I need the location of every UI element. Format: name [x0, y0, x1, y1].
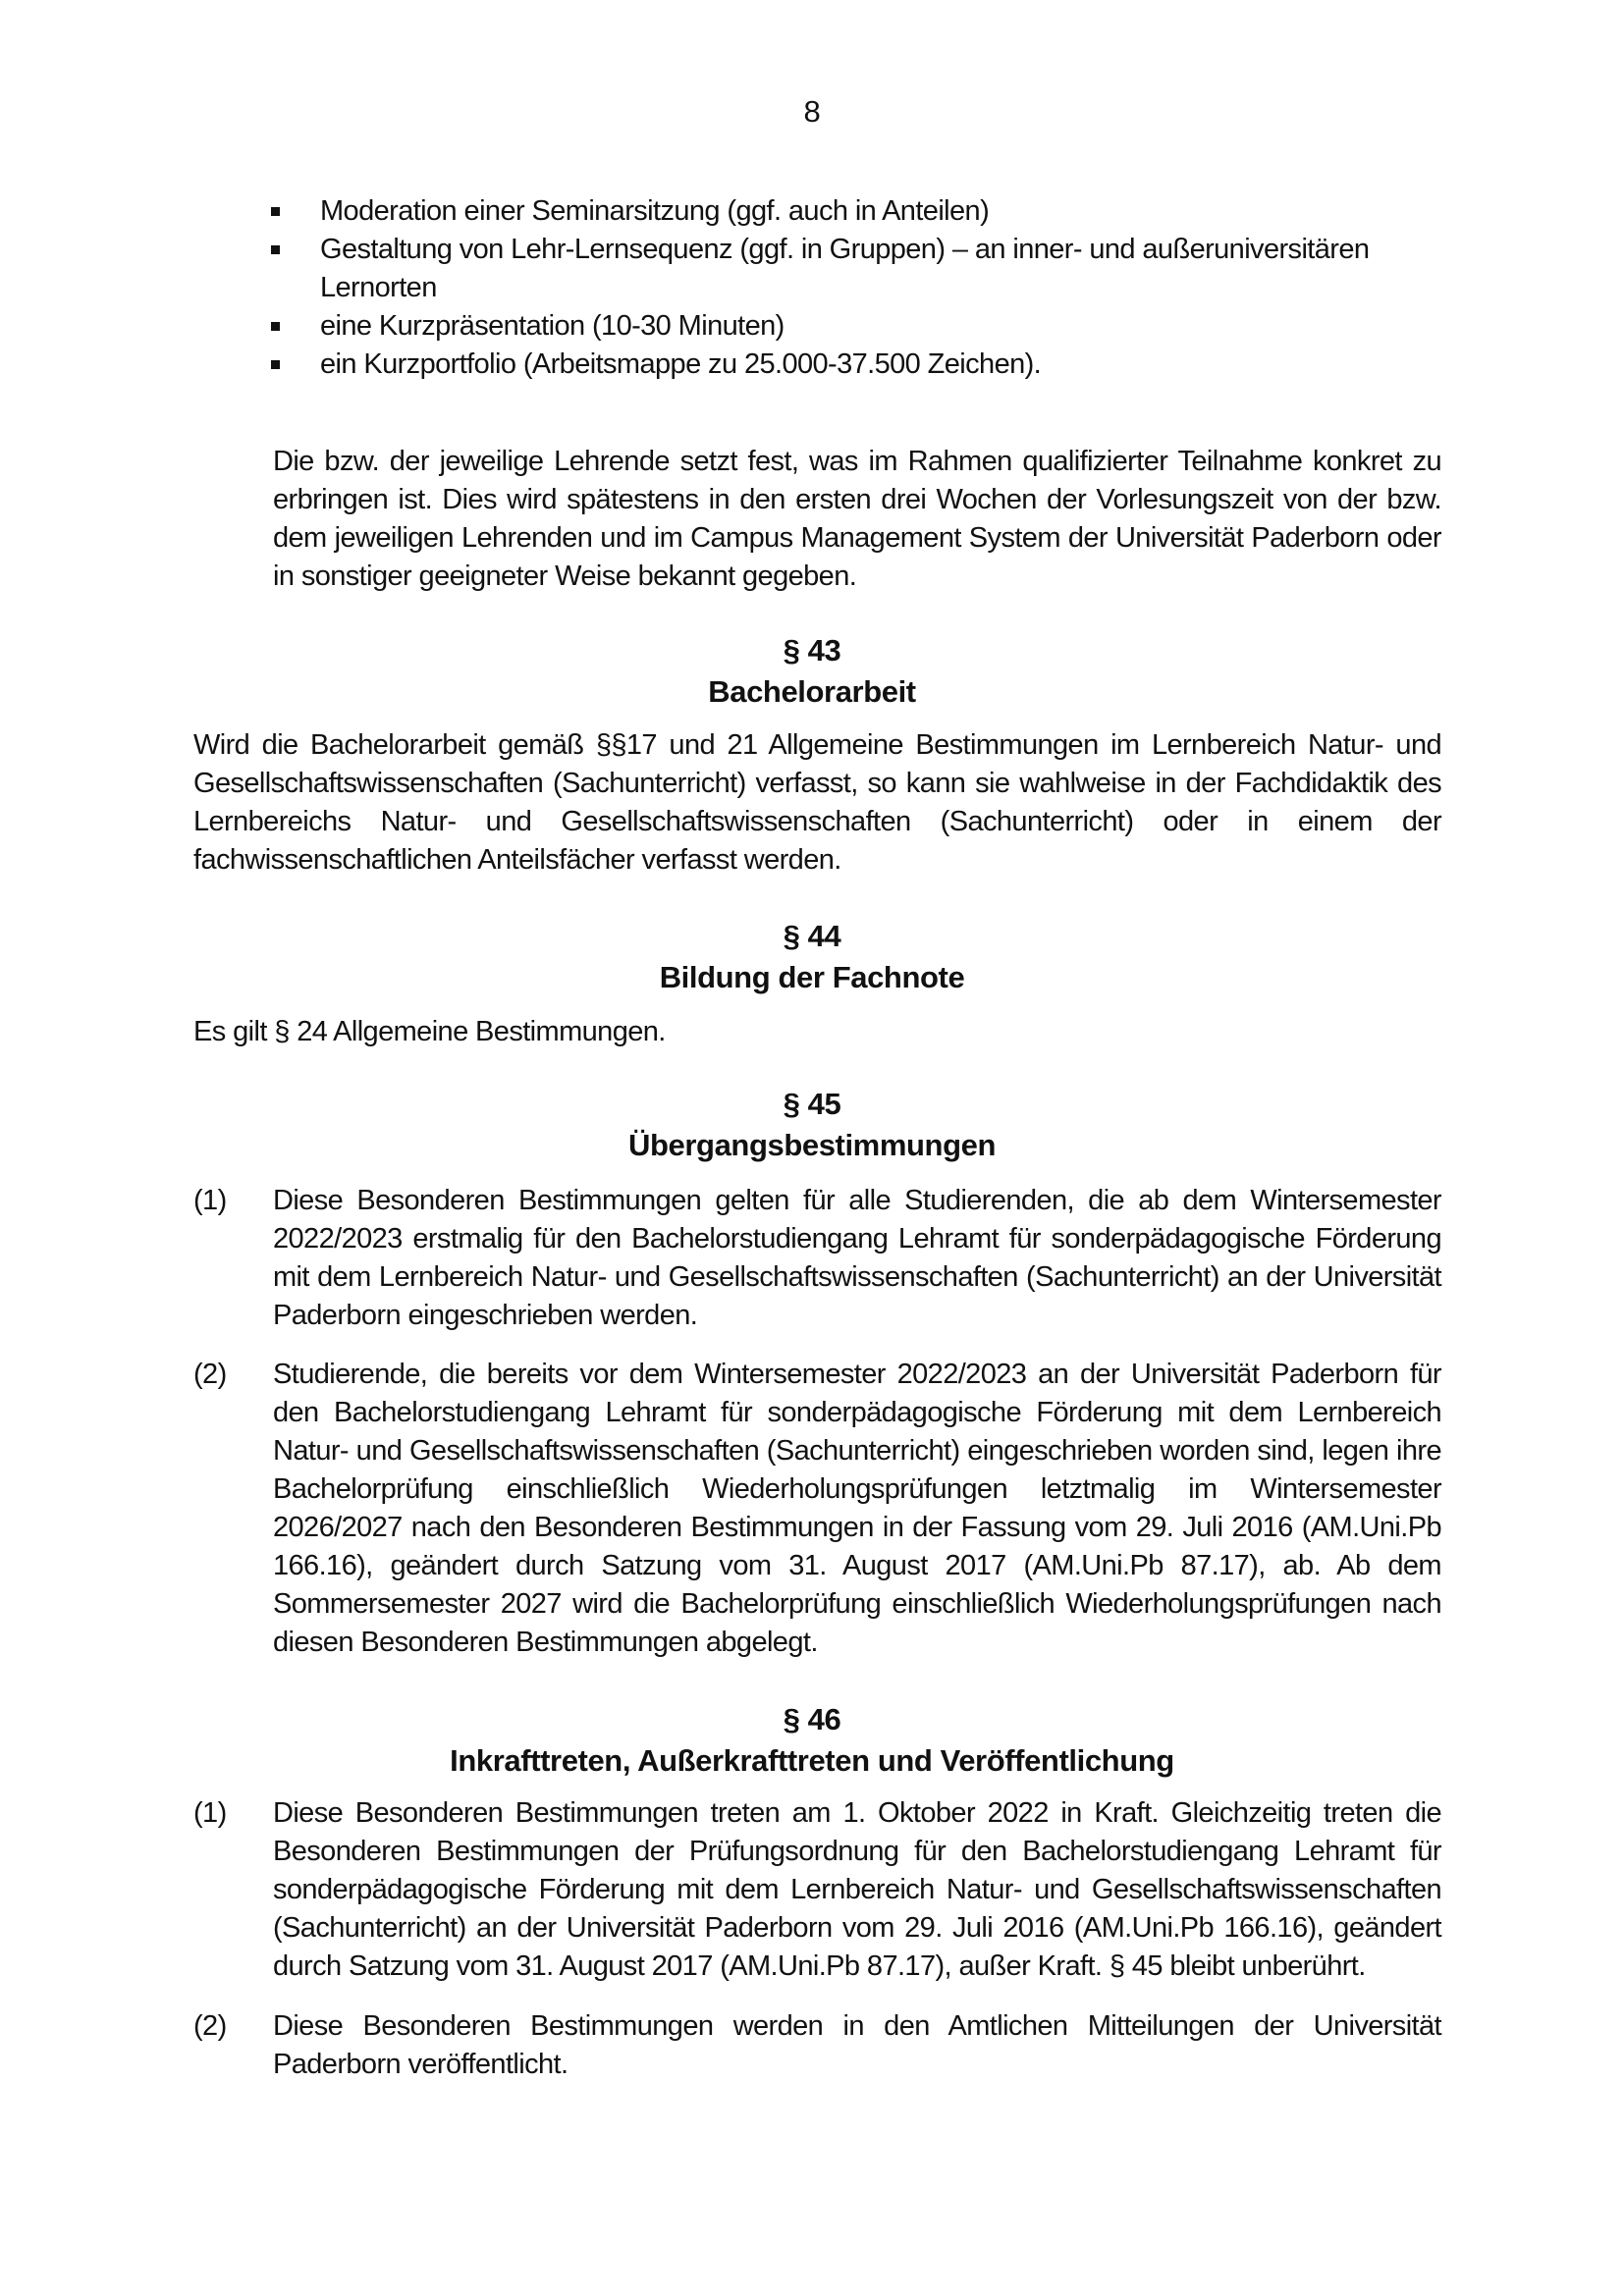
list-item — [265, 192, 1441, 231]
bullet-square-icon — [271, 322, 280, 331]
list-item-text: ein Kurzportfolio (Arbeitsmappe zu 25.000-37.500 Zeichen). — [320, 348, 1042, 380]
paragraph-number: (1) — [193, 1185, 227, 1216]
list-item — [265, 307, 1441, 346]
paragraph-number: (2) — [193, 2010, 227, 2042]
paragraph-text: Diese Besonderen Bestimmungen gelten für alle Studierenden, die ab dem Wintersemester 2022/2023 erstmalig für den Bachelorstudiengang Lehramt für sonderpädagogische Förderung mit dem Lernbereich Natur- und Gesellschaftswissenschaften (Sachunterricht) an der Universität Paderborn eingeschrieben werden. — [273, 1185, 1441, 1331]
numbered-paragraph — [193, 1794, 1441, 1986]
section-44-text: Es gilt § 24 Allgemeine Bestimmungen. — [193, 1016, 666, 1047]
section-43-text: Wird die Bachelorarbeit gemäß §§17 und 21 Allgemeine Bestimmungen im Lernbereich Natur- und Gesellschaftswissenschaften (Sachunterricht) verfasst, so kann sie wahlweise in der Fachdidaktik des Lernbereichs Natur- und Gesellschaftswissenschaften (Sachunterricht) oder in einem der fachwissenschaftlichen Anteilsfächer verfasst werden. — [193, 729, 1441, 876]
bullet-square-icon — [271, 207, 280, 216]
section-number: § 44 — [783, 919, 841, 953]
paragraph-text: Studierende, die bereits vor dem Wintersemester 2022/2023 an der Universität Paderborn für den Bachelorstudiengang Lehramt für sonderpädagogische Förderung mit dem Lernbereich Natur- und Gesellschaftswissenschaften (Sachunterricht) eingeschrieben worden sind, legen ihre Bachelorprüfung einschließlich Wiederholungsprüfungen letztmalig im Wintersemester 2026/2027 nach den Besonderen Bestimmungen in der Fassung vom 29. Juli 2016 (AM.Uni.Pb 166.16), geändert durch Satzung vom 31. August 2017 (AM.Uni.Pb 87.17), ab. Ab dem Sommersemester 2027 wird die Bachelorprüfung einschließlich Wiederholungsprüfungen nach diesen Besonderen Bestimmungen abgelegt. — [273, 1359, 1441, 1658]
section-title: Bildung der Fachnote — [659, 960, 965, 994]
section-heading-46 — [0, 1699, 1624, 1782]
list-item — [265, 346, 1441, 384]
paragraph-number: (1) — [193, 1797, 227, 1829]
paragraph-text: Diese Besonderen Bestimmungen werden in den Amtlichen Mitteilungen der Universität Paderborn veröffentlicht. — [273, 2010, 1441, 2080]
section-number: § 43 — [783, 633, 841, 667]
section-title: Übergangsbestimmungen — [628, 1128, 996, 1162]
list-item-text: Gestaltung von Lehr-Lernsequenz (ggf. in Gruppen) – an inner- und außeruniversitären Lernorten — [320, 234, 1370, 303]
section-heading-43 — [0, 630, 1624, 713]
list-item-text: eine Kurzpräsentation (10-30 Minuten) — [320, 310, 785, 342]
section-number: § 45 — [783, 1087, 841, 1121]
section-title: Bachelorarbeit — [708, 674, 916, 709]
bullet-square-icon — [271, 245, 280, 254]
list-item — [265, 231, 1441, 307]
bullet-square-icon — [271, 360, 280, 369]
paragraph-text: Diese Besonderen Bestimmungen treten am 1. Oktober 2022 in Kraft. Gleichzeitig treten die Besonderen Bestimmungen der Prüfungsordnung für den Bachelorstudiengang Lehramt für sonderpädagogische Förderung mit dem Lernbereich Natur- und Gesellschaftswissenschaften (Sachunterricht) an der Universität Paderborn vom 29. Juli 2016 (AM.Uni.Pb 166.16), geändert durch Satzung vom 31. August 2017 (AM.Uni.Pb 87.17), außer Kraft. § 45 bleibt unberührt. — [273, 1797, 1441, 1982]
section-number: § 46 — [783, 1702, 841, 1736]
numbered-paragraph — [193, 1356, 1441, 1662]
page-number: 8 — [803, 94, 821, 129]
numbered-paragraph — [193, 1182, 1441, 1335]
section-title: Inkrafttreten, Außerkrafttreten und Veröffentlichung — [450, 1743, 1174, 1778]
list-item-text: Moderation einer Seminarsitzung (ggf. auch in Anteilen) — [320, 195, 990, 227]
numbered-paragraph — [193, 2007, 1441, 2084]
section-heading-44 — [0, 916, 1624, 998]
intro-paragraph: Die bzw. der jeweilige Lehrende setzt fest, was im Rahmen qualifizierter Teilnahme konkret zu erbringen ist. Dies wird spätestens in den ersten drei Wochen der Vorlesungszeit von der bzw. dem jeweiligen Lehrenden und im Campus Management System der Universität Paderborn oder in sonstiger geeigneter Weise bekannt gegeben. — [273, 446, 1441, 592]
paragraph-number: (2) — [193, 1359, 227, 1390]
section-heading-45 — [0, 1084, 1624, 1166]
bullet-list — [265, 192, 1441, 384]
